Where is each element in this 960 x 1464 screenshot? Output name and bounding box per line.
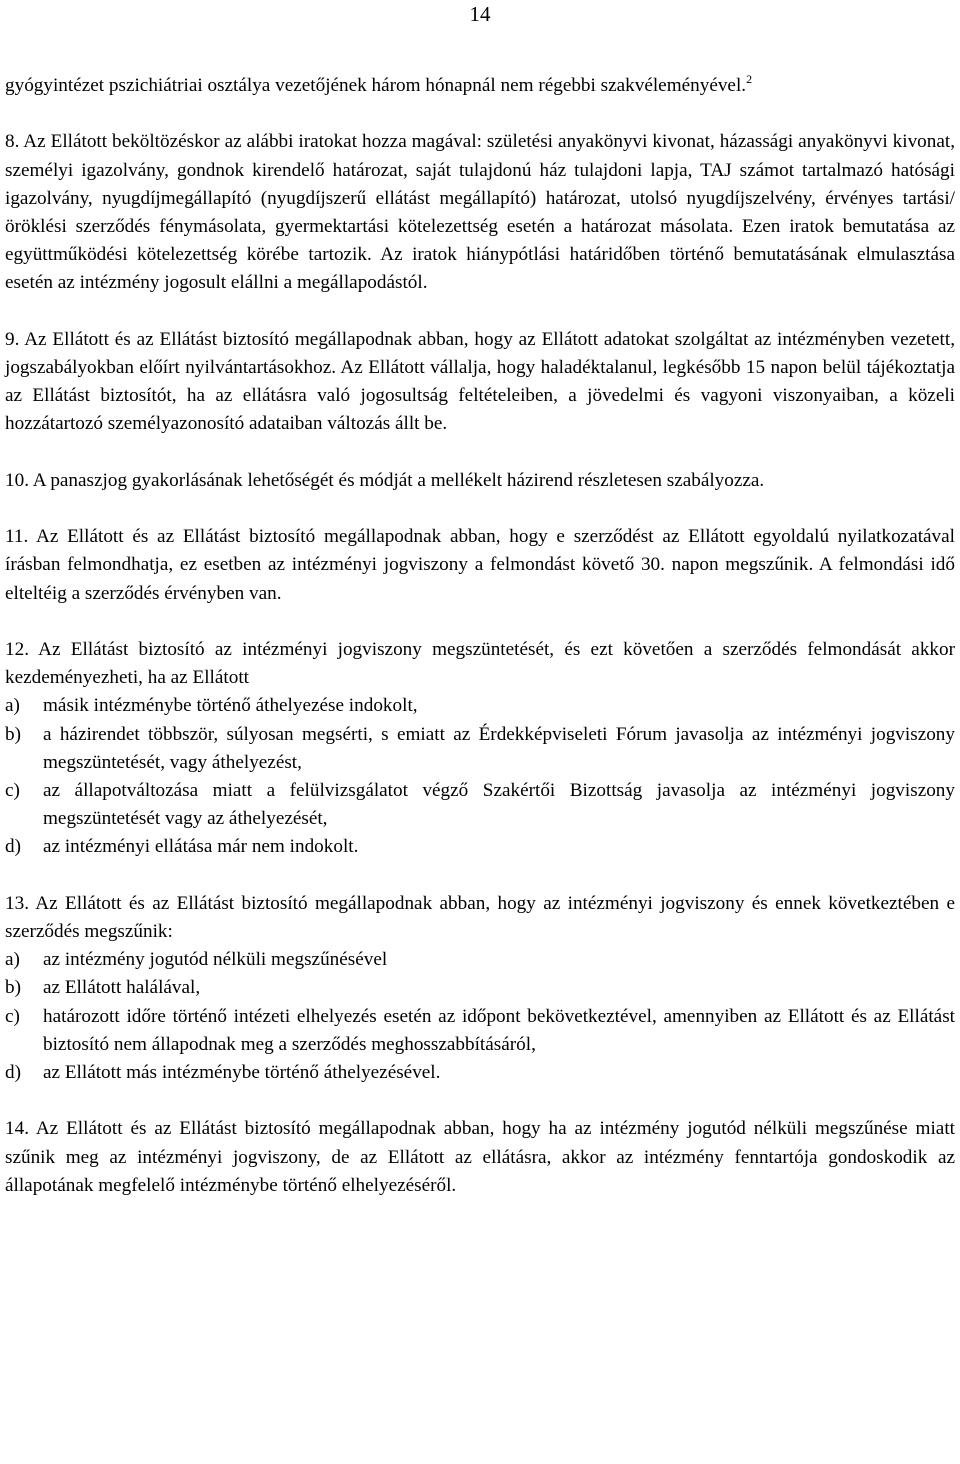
section-10: 10. A panaszjog gyakorlásának lehetőségét és módját a mellékelt házirend részletesen szabályozza.: [5, 469, 765, 491]
intro-text: gyógyintézet pszichiátriai osztálya vezetőjének három hónapnál nem régebbi szakvéleményével.: [5, 75, 747, 96]
section-12-intro: 12. Az Ellátást biztosító az intézményi jogviszony megszüntetését, és ezt követően a szerződés felmondását akkor kezdeményezheti, ha az Ellátott: [5, 638, 955, 689]
list-marker: c): [5, 1005, 20, 1027]
section-14: 14. Az Ellátott és az Ellátást biztosító megállapodnak abban, hogy ha az intézmény jogutód nélküli megszűnése miatt szűnik meg az intézményi jogviszony, de az Ellátott az ellátásra, akkor az intézmény fenntartója gondoskodik az állapotának megfelelő intézménybe történő elhelyezéséről.: [5, 1118, 955, 1196]
footnote-ref: 2: [746, 72, 753, 86]
list-marker: a): [5, 695, 20, 717]
list-item-text: másik intézménybe történő áthelyezése indokolt,: [43, 695, 418, 717]
section-13: [5, 890, 955, 1087]
list-item: [5, 1003, 955, 1059]
section-12: [5, 636, 955, 862]
section-11: 11. Az Ellátott és az Ellátást biztosító megállapodnak abban, hogy e szerződést az Ellátott egyoldalú nyilatkozatával írásban felmondhatja, ez esetben az intézményi jogviszony a felmondást követő 30. napon megszűnik. A felmondási idő elteltéig a szerződés érvényben van.: [5, 526, 955, 604]
list-marker: b): [5, 977, 21, 999]
list-item-text: határozott időre történő intézeti elhelyezés esetén az időpont bekövetkeztével, amennyiben az Ellátott és az Ellátást biztosító nem állapodnak meg a szerződés meghosszabbításáról,: [43, 1005, 955, 1055]
document-body: [5, 72, 955, 1228]
section-13-list: [5, 946, 955, 1087]
list-marker: c): [5, 780, 20, 801]
section-12-list: [5, 692, 955, 861]
list-item: [5, 833, 955, 861]
intro-paragraph: [5, 72, 955, 100]
list-marker: d): [5, 1062, 21, 1084]
section-13-intro: 13. Az Ellátott és az Ellátást biztosító megállapodnak abban, hogy az intézményi jogviszony és ennek következtében e szerződés megszűnik:: [5, 892, 955, 942]
list-item: [5, 777, 955, 833]
list-item-text: az Ellátott más intézménybe történő áthelyezésével.: [43, 1062, 441, 1084]
page-number: 14: [469, 2, 491, 26]
list-item-text: az Ellátott halálával,: [43, 977, 201, 999]
list-item-text: az állapotváltozása miatt a felülvizsgálatot végző Szakértői Bizottság javasolja az intézményi jogviszony megszüntetését vagy az áthelyezését,: [43, 780, 955, 830]
section-9: 9. Az Ellátott és az Ellátást biztosító megállapodnak abban, hogy az Ellátott adatokat szolgáltat az intézményben vezetett, jogszabályokban előírt nyilvántartásokhoz. Az Ellátott vállalja, hogy haladéktalanul, legkésőbb 15 napon belül tájékoztatja az Ellátást biztosítót, ha az ellátásra való jogosultság feltételeiben, a jövedelmi és vagyoni viszonyaiban, a közeli hozzátartozó személyazonosító adataiban változás állt be.: [5, 328, 955, 435]
list-item: [5, 1059, 955, 1087]
section-8: 8. Az Ellátott beköltözéskor az alábbi iratokat hozza magával: születési anyakönyvi kivonat, házassági anyakönyvi kivonat, személyi igazolvány, gondnok kirendelő határozat, saját tulajdonú ház tulajdoni lapja, TAJ számot tartalmazó hatósági igazolvány, nyugdíjmegállapító (nyugdíjszerű ellátást megállapító) határozat, utolsó nyugdíjszelvény, érvényes tartási/öröklési szerződés fénymásolata, gyermektartási kötelezettség esetén a határozat másolata. Ezen iratok bemutatása az együttműködési kötelezettség körébe tartozik. Az iratok hiánypótlási határidőben történő bemutatásának elmulasztása esetén az intézmény jogosult elállni a megállapodástól.: [5, 131, 955, 294]
list-marker: a): [5, 949, 20, 971]
list-item: [5, 974, 955, 1002]
list-item: [5, 692, 955, 720]
list-item-text: az intézmény jogutód nélküli megszűnésével: [43, 949, 388, 971]
list-marker: b): [5, 723, 21, 745]
list-item: [5, 721, 955, 777]
list-item-text: az intézményi ellátása már nem indokolt.: [43, 836, 359, 858]
list-item: [5, 946, 955, 974]
list-item-text: a házirendet többször, súlyosan megsérti, s emiatt az Érdekképviseleti Fórum javasolja az intézményi jogviszony megszüntetését, vagy áthelyezést,: [43, 723, 955, 773]
list-marker: d): [5, 836, 21, 858]
